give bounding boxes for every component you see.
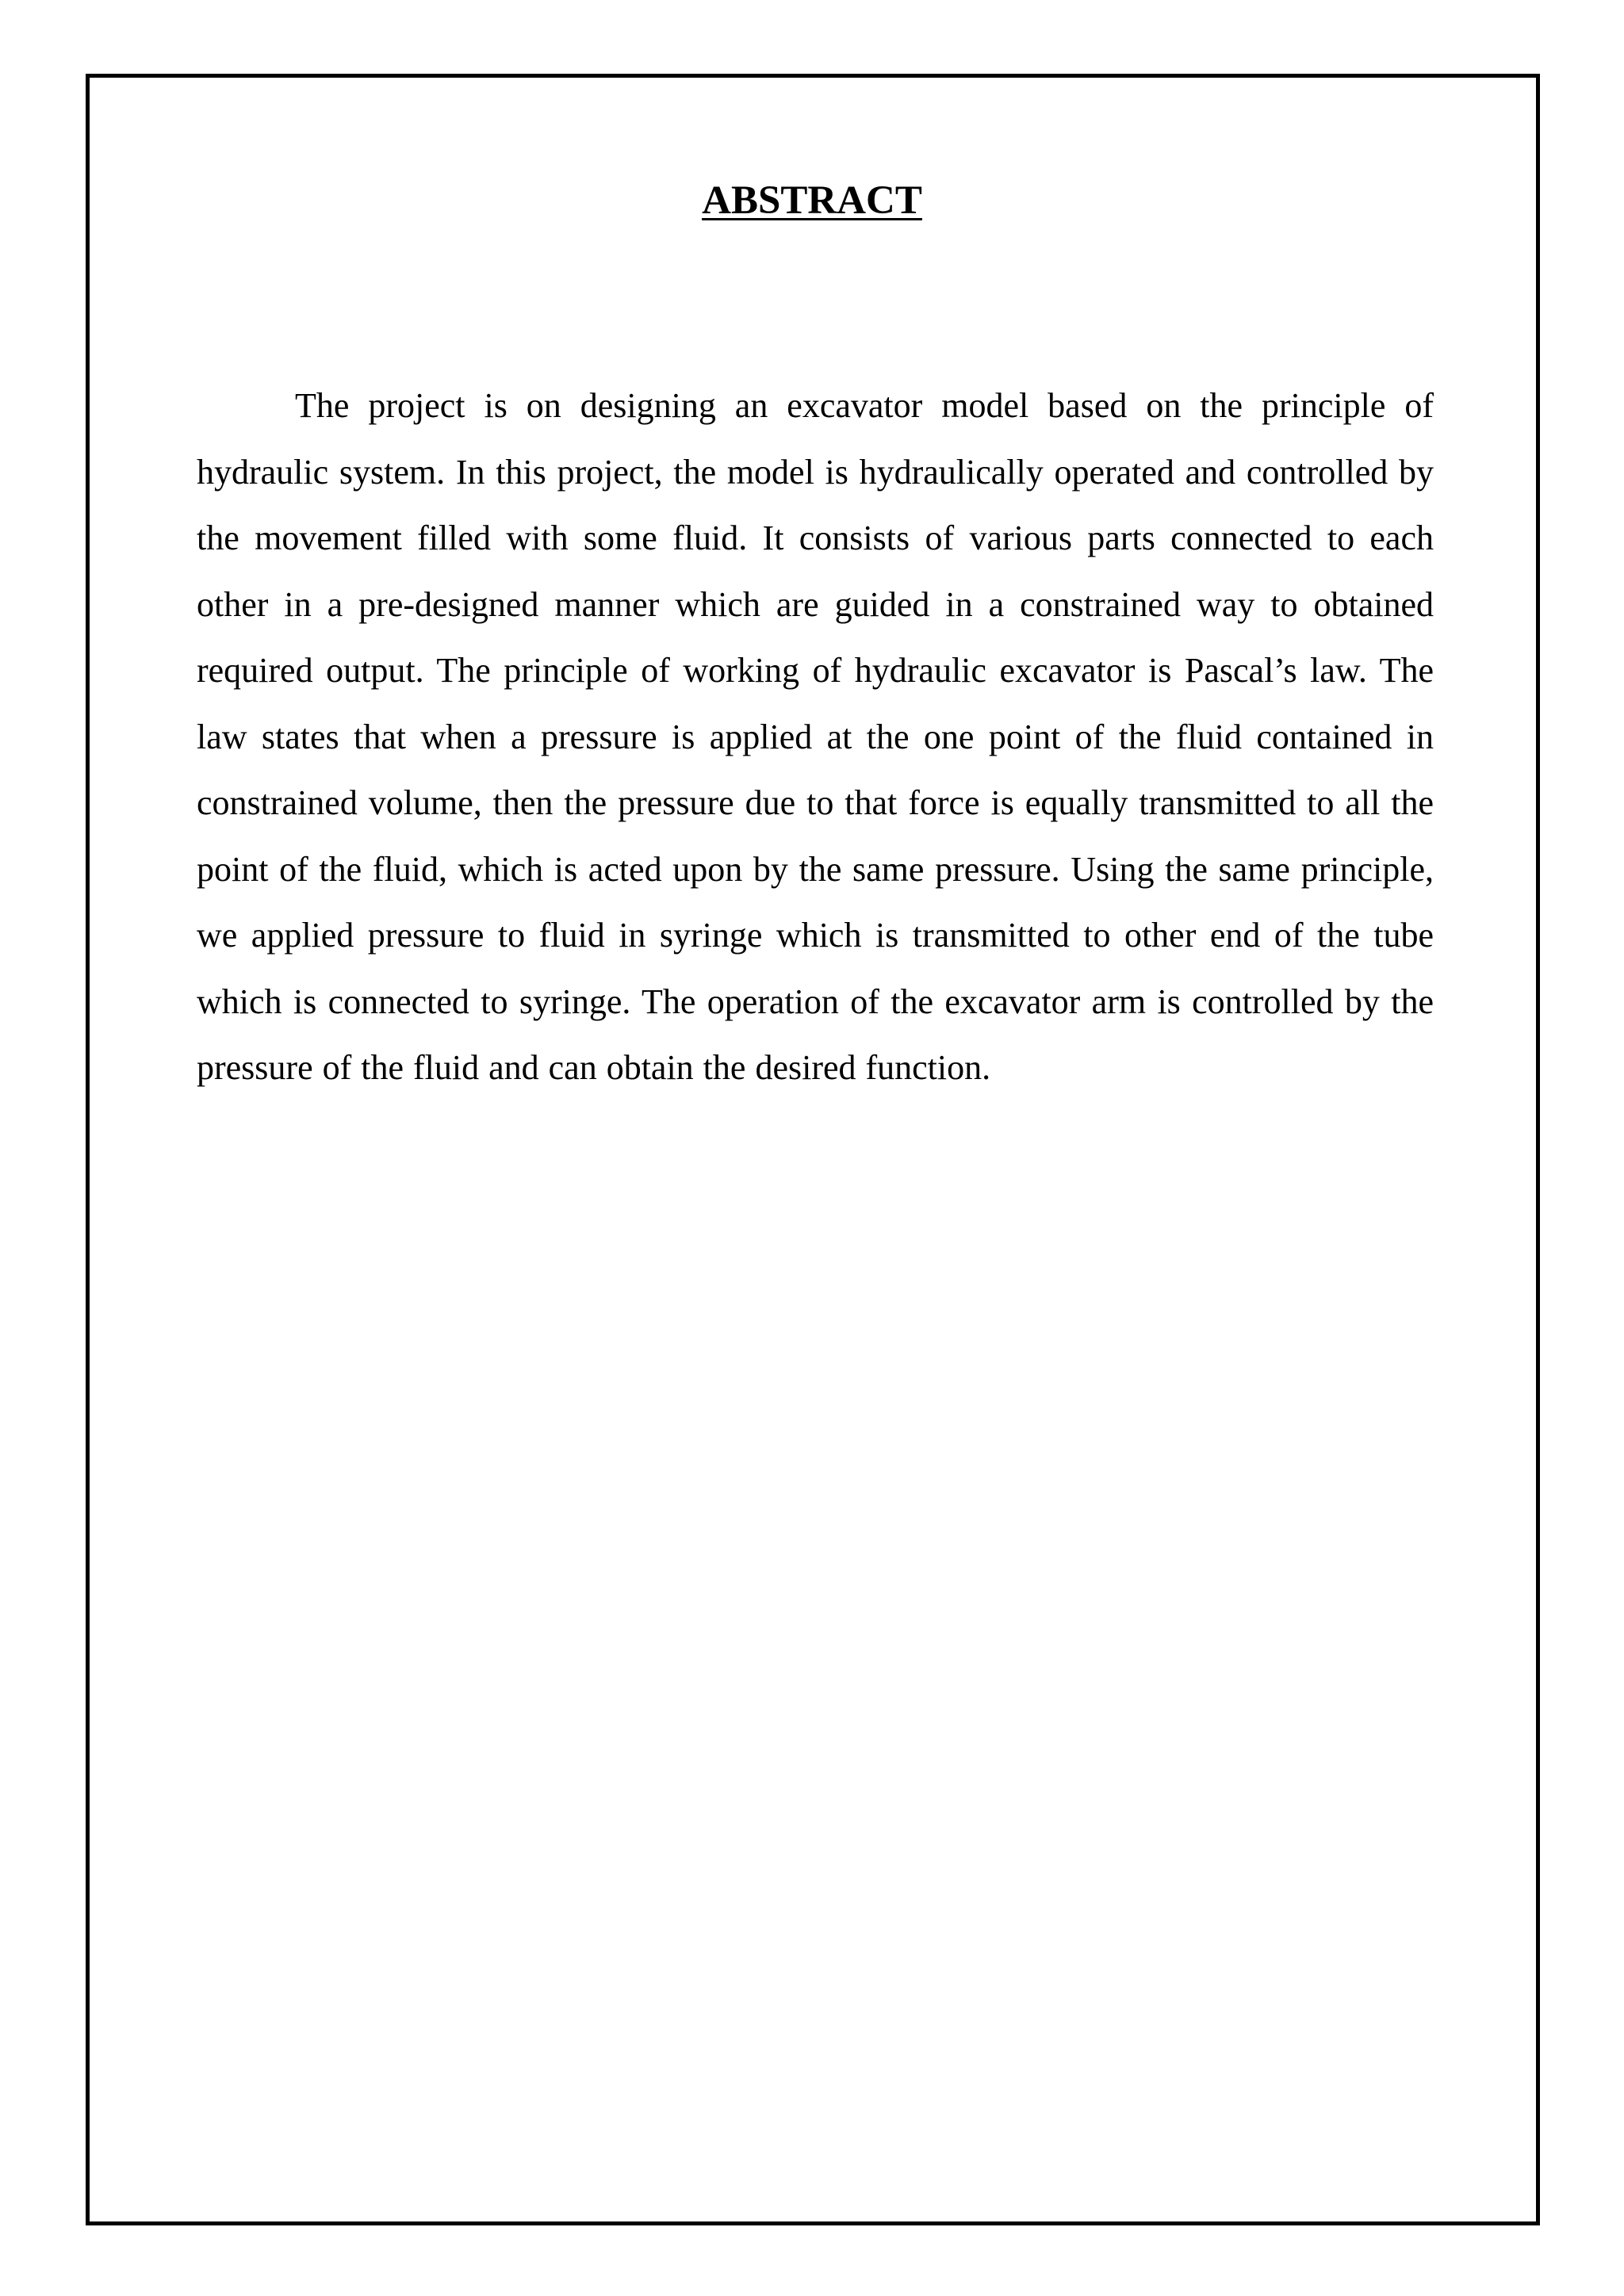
page-title [0, 173, 1624, 228]
abstract-paragraph: The project is on designing an excavator model based on the principle of hydraulic system. In this project, the model is hydraulically operated and controlled by the movement filled with some fluid. It consists of various parts connected to each other in a pre-designed manner which are guided in a constrained way to obtained required output. The principle of working of hydraulic excavator is Pascal’s law. The law states that when a pressure is applied at the one point of the fluid contained in constrained volume, then the pressure due to that force is equally transmitted to all the point of the fluid, which is acted upon by the same pressure. Using the same principle, we applied pressure to fluid in syringe which is transmitted to other end of the tube which is connected to syringe. The operation of the excavator arm is controlled by the pressure of the fluid and can obtain the desired function. [197, 386, 1434, 1087]
abstract-heading: ABSTRACT [702, 178, 922, 223]
